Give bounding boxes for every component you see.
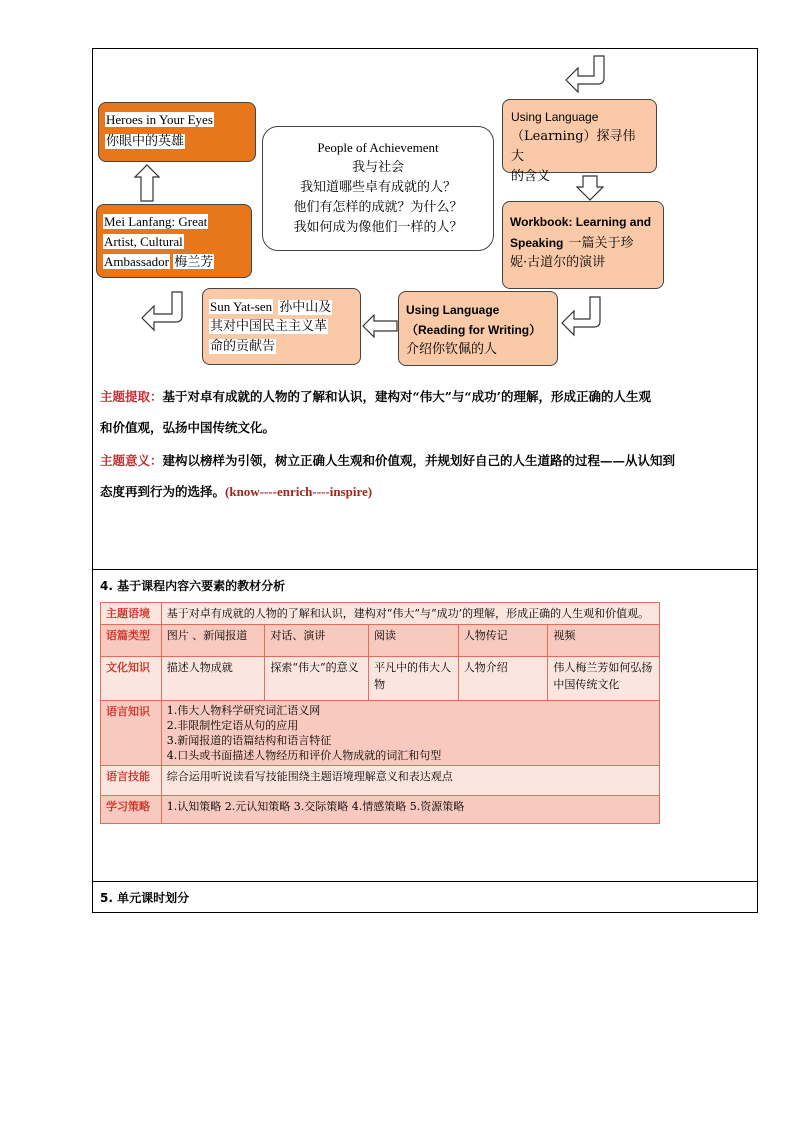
row-header: 学习策略 <box>101 796 162 824</box>
divider <box>92 569 757 570</box>
u-turn-arrow-icon <box>560 295 604 337</box>
using-reading-en1: Using Language <box>406 303 500 317</box>
box-using-reading <box>398 291 558 366</box>
table-cell: 探索“伟大”的意义 <box>265 657 369 701</box>
divider <box>92 881 757 882</box>
table-row <box>101 701 660 766</box>
u-turn-arrow-icon <box>140 290 186 332</box>
table-cell: 综合运用听说读看写技能围绕主题语境理解意义和表达观点 <box>161 766 659 796</box>
table-row <box>101 796 660 824</box>
lang-item: 4.口头或书面描述人物经历和评价人物成就的词汇和句型 <box>166 749 442 762</box>
lang-item: 1.伟大人物科学研究词汇语义网 <box>166 704 321 717</box>
table-row <box>101 766 660 796</box>
workbook-cn2: 妮·古道尔的演讲 <box>510 255 606 270</box>
center-l4: 我如何成为像他们一样的人？ <box>293 220 463 235</box>
theme-meaning-en: (know----enrich----inspire) <box>225 484 373 499</box>
workbook-en1: Workbook: Learning and <box>510 215 652 229</box>
mei-en3: Ambassador <box>104 254 169 269</box>
table-cell: 基于对卓有成就的人物的了解和认识，建构对“伟大”与“成功’的理解，形成正确的人生观和价值观。 <box>161 603 659 625</box>
row-header: 主题语境 <box>101 603 162 625</box>
center-l3: 他们有怎样的成就？为什么？ <box>293 200 463 215</box>
table-row <box>101 625 660 657</box>
table-cell: 人物传记 <box>458 625 548 657</box>
theme-extract <box>100 381 752 443</box>
table-cell: 视频 <box>548 625 660 657</box>
up-arrow-icon <box>134 164 160 202</box>
center-en: People of Achievement <box>317 140 439 155</box>
down-arrow-icon <box>576 175 604 201</box>
box-using-learning <box>502 99 657 184</box>
using-learning-en: Using Language <box>511 110 599 124</box>
theme-extract-text1: 基于对卓有成就的人物的了解和认识，建构对“伟大”与“成功’的理解，形成正确的人生观 <box>162 389 651 404</box>
divider <box>92 912 757 913</box>
heroes-cn: 你眼中的英雄 <box>106 134 185 149</box>
theme-extract-text2: 和价值观，弘扬中国传统文化。 <box>100 420 276 435</box>
table-cell: 图片 、新闻报道 <box>161 625 265 657</box>
sun-cn2: 其对中国民主主义革 <box>210 319 328 334</box>
table-cell: 平凡中的伟大人物 <box>369 657 459 701</box>
center-l1: 我与社会 <box>351 160 404 175</box>
using-learning-l2: （Learning）探寻伟大 <box>511 129 636 164</box>
row-header: 语言技能 <box>101 766 162 796</box>
box-heroes <box>98 102 256 162</box>
lang-item: 2.非限制性定语从句的应用 <box>166 719 299 732</box>
mei-en1: Mei Lanfang: Great <box>104 214 208 229</box>
row-header: 文化知识 <box>101 657 162 701</box>
lang-item: 3.新闻报道的语篇结构和语言特征 <box>166 734 332 747</box>
center-l2: 我知道哪些卓有成就的人？ <box>299 180 456 195</box>
using-reading-en2: （Reading for Writing） <box>406 323 542 337</box>
theme-meaning <box>100 445 752 507</box>
table-cell: 阅读 <box>369 625 459 657</box>
section5-title: 5. 单元课时划分 <box>100 891 190 905</box>
row-header: 语篇类型 <box>101 625 162 657</box>
mei-en2: Artist, Cultural <box>104 234 183 249</box>
theme-meaning-label: 主题意义： <box>100 453 163 468</box>
theme-extract-label: 主题提取： <box>100 389 163 404</box>
using-learning-l3: 的含义 <box>511 169 551 184</box>
table-cell: 人物介绍 <box>458 657 548 701</box>
table-cell: 对话、演讲 <box>265 625 369 657</box>
table-row <box>101 603 660 625</box>
workbook-en2: Speaking <box>510 236 564 250</box>
heroes-en: Heroes in Your Eyes <box>106 112 213 127</box>
sun-cn3: 命的贡献告 <box>210 339 276 354</box>
left-arrow-icon <box>362 314 398 338</box>
workbook-cn1: 一篇关于珍 <box>568 236 634 251</box>
sun-cn1: 孙中山及 <box>279 300 332 315</box>
box-workbook <box>502 201 664 289</box>
theme-meaning-text2: 态度再到行为的选择。 <box>100 484 226 499</box>
table-cell <box>161 701 659 766</box>
u-turn-arrow-icon <box>564 54 608 94</box>
box-mei <box>96 204 252 278</box>
box-center <box>262 126 494 251</box>
six-elements-table <box>100 602 660 824</box>
mei-cn: 梅兰芳 <box>174 254 214 269</box>
table-cell: 描述人物成就 <box>161 657 265 701</box>
using-reading-cn: 介绍你钦佩的人 <box>406 342 498 357</box>
theme-meaning-text1: 建构以榜样为引领，树立正确人生观和价值观，并规划好自己的人生道路的过程——从认知到 <box>162 453 676 468</box>
sun-en: Sun Yat-sen <box>210 299 273 314</box>
table-cell: 伟人梅兰芳如何弘扬中国传统文化 <box>548 657 660 701</box>
table-row <box>101 657 660 701</box>
row-header: 语言知识 <box>101 701 162 766</box>
section4-title: 4. 基于课程内容六要素的教材分析 <box>100 579 286 593</box>
table-cell: 1.认知策略 2.元认知策略 3.交际策略 4.情感策略 5.资源策略 <box>161 796 659 824</box>
box-sun <box>202 288 361 365</box>
